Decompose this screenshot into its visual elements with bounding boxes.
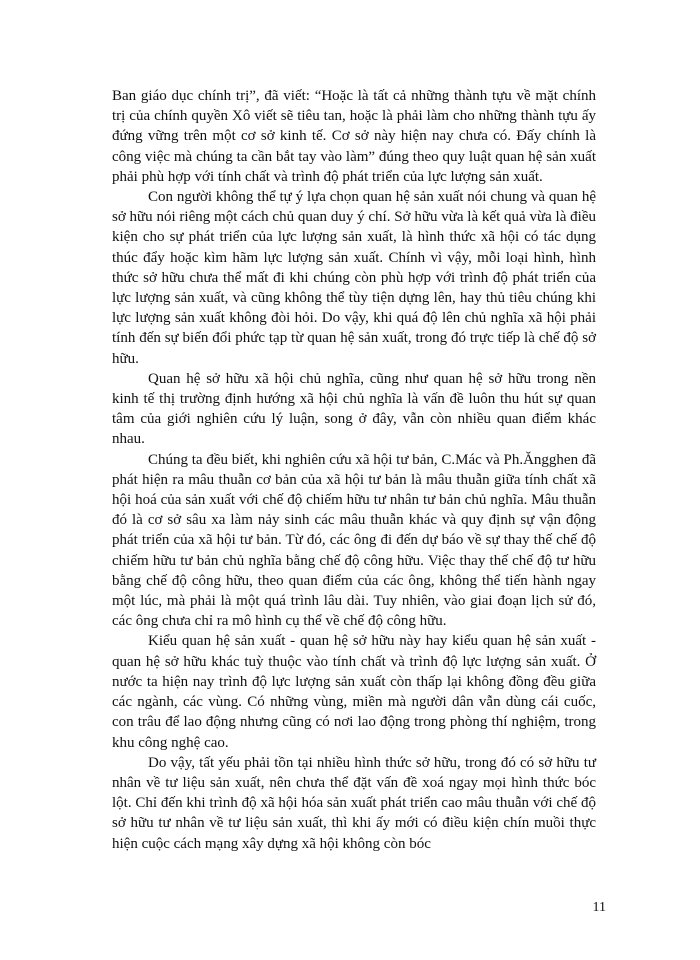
page-body-text xyxy=(112,86,596,854)
page-number: 11 xyxy=(592,900,606,915)
paragraph-continuation: Ban giáo dục chính trị”, đã viết: “Hoặc là tất cả những thành tựu về mặt chính trị của chính quyền Xô viết sẽ tiêu tan, hoặc là phải làm cho những thành tựu ấy đứng vững trên một cơ sở kinh tế. Cơ sở này hiện nay chưa có. Đấy chính là công việc mà chúng ta cần bắt tay vào làm” đúng theo quy luật quan hệ sản xuất phải phù hợp với tính chất và trình độ phát triển của lực lượng sản xuất. xyxy=(112,88,596,185)
paragraph-multiple-ownership: Do vậy, tất yếu phải tồn tại nhiều hình thức sở hữu, trong đó có sở hữu tư nhân về tư liệu sản xuất, nên chưa thể đặt vấn đề xoá ngay mọi hình thức bóc lột. Chỉ đến khi trình độ xã hội hóa sản xuất phát triển cao mâu thuẫn với chế độ sở hữu tư nhân về tư liệu sản xuất, thì khi ấy mới có điều kiện chín muồi thực hiện cuộc cách mạng xây dựng xã hội không còn bóc xyxy=(112,754,596,852)
paragraph-socialist-ownership: Quan hệ sở hữu xã hội chủ nghĩa, cũng như quan hệ sở hữu trong nền kinh tế thị trường định hướng xã hội chủ nghĩa là vấn đề luôn thu hút sự quan tâm của giới nghiên cứu lý luận, song ở đây, vẫn còn nhiều quan điểm khác nhau. xyxy=(112,370,596,448)
paragraph-production-relations: Kiểu quan hệ sản xuất - quan hệ sở hữu này hay kiểu quan hệ sản xuất - quan hệ sở hữu khác tuỳ thuộc vào tính chất và trình độ lực lượng sản xuất. Ở nước ta hiện nay trình độ lực lượng sản xuất còn thấp lại không đồng đều giữa các ngành, các vùng. Có những vùng, miền mà người dân vẫn dùng cái cuốc, con trâu để lao động nhưng cũng có nơi lao động trong phòng thí nghiệm, trong khu công nghệ cao. xyxy=(112,633,596,751)
paragraph-ownership-choice: Con người không thể tự ý lựa chọn quan hệ sản xuất nói chung và quan hệ sở hữu nói riêng một cách chủ quan duy ý chí. Sở hữu vừa là kết quả vừa là điều kiện cho sự phát triển của lực lượng sản xuất, là hình thức xã hội có tác dụng thúc đẩy hoặc kìm hãm lực lượng sản xuất. Chính vì vậy, mỗi loại hình, hình thức sở hữu chưa thể mất đi khi chúng còn phù hợp với trình độ phát triển của lực lượng sản xuất, và cũng không thể tùy tiện dựng lên, hay thủ tiêu chúng khi lực lượng sản xuất không đòi hỏi. Do vậy, khi quá độ lên chủ nghĩa xã hội phải tính đến sự biến đổi phức tạp từ quan hệ sản xuất, trong đó trực tiếp là chế độ sở hữu. xyxy=(112,189,596,367)
paragraph-marx-engels: Chúng ta đều biết, khi nghiên cứu xã hội tư bản, C.Mác và Ph.Ăngghen đã phát hiện ra mâu thuẫn cơ bản của xã hội tư bản là mâu thuẫn giữa tính chất xã hội hoá của sản xuất với chế độ chiếm hữu tư nhân tư bản chủ nghĩa. Mâu thuẫn đó là cơ sở sâu xa làm nảy sinh các mâu thuẫn khác và quy định sự vận động phát triển của xã hội tư bản. Từ đó, các ông đi đến dự báo về sự thay thế chế độ chiếm hữu tư bản chủ nghĩa bằng chế độ công hữu. Việc thay thế chế độ tư hữu bằng chế độ công hữu, theo quan điểm của các ông, không thể tiến hành ngay một lúc, mà phải là một quá trình lâu dài. Tuy nhiên, vào giai đoạn lịch sử đó, các ông chưa chỉ ra mô hình cụ thể về chế độ công hữu. xyxy=(112,451,596,630)
